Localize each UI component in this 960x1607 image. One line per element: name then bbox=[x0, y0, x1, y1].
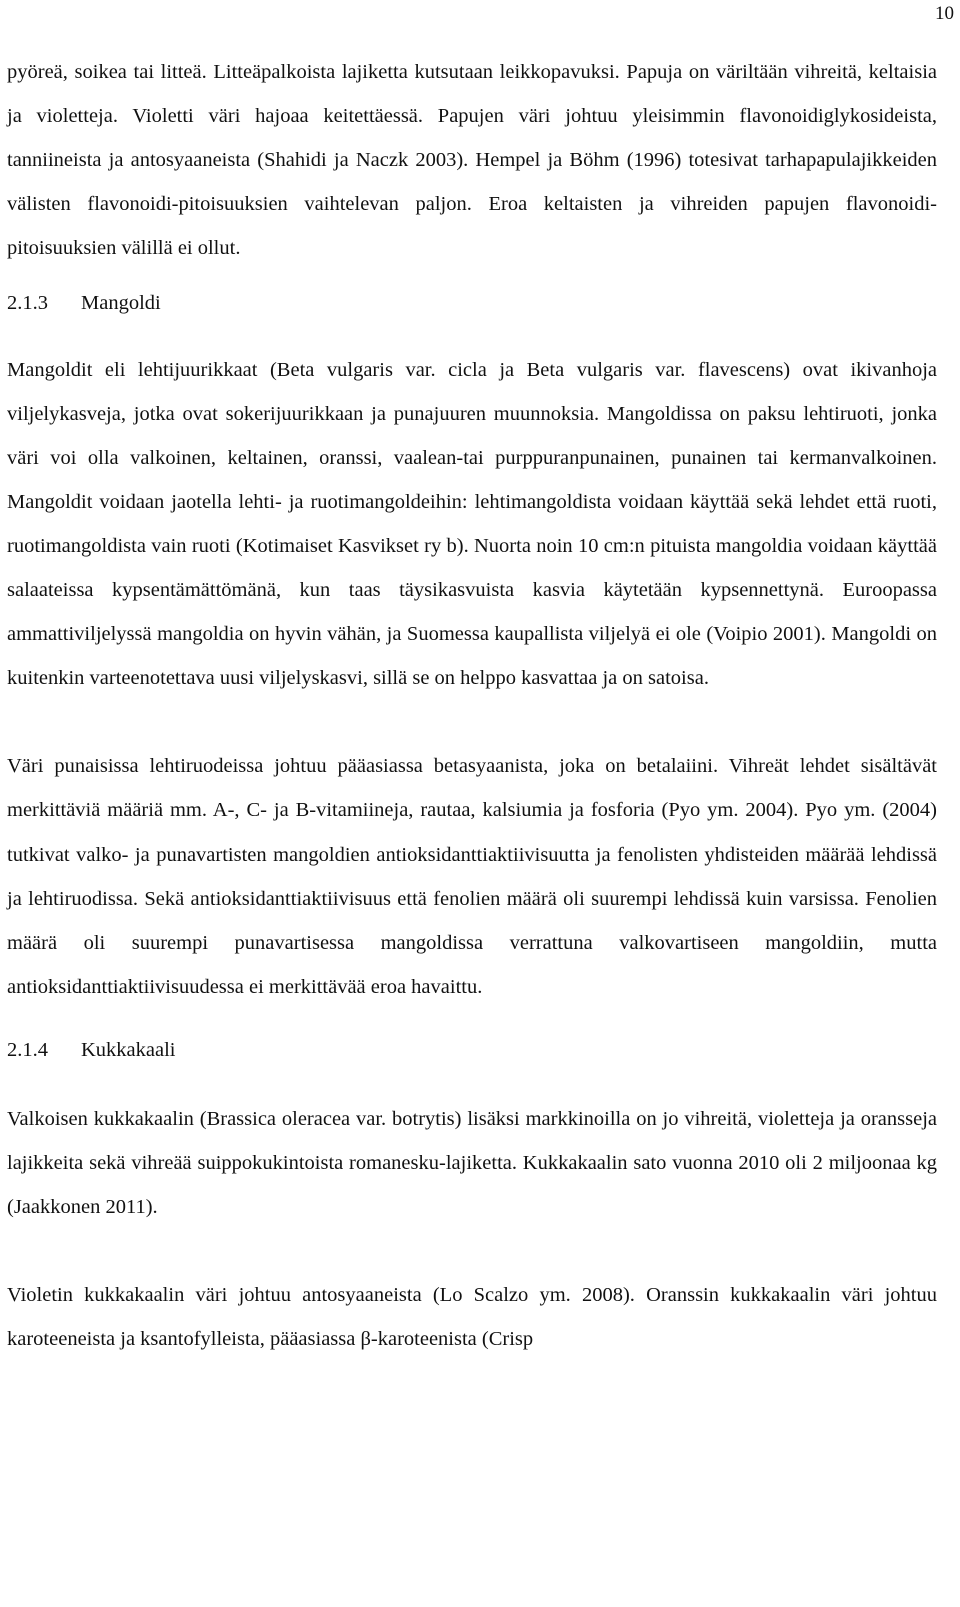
document-body bbox=[7, 50, 937, 1361]
paragraph-mangoldi-vari: Väri punaisissa lehtiruodeissa johtuu pääasiassa betasyaanista, joka on betalaiini. Vihreät lehdet sisältävät merkittäviä määriä mm. A-, C- ja B-vitamiineja, rautaa, kalsiumia ja fosforia (Pyo ym. 2004). Pyo ym. (2004) tutkivat valko- ja punavartisten mangoldien antioksidanttiaktiivisuutta ja fenolisten yhdisteiden määrää lehdissä ja lehtiruodissa. Sekä antioksidanttiaktiivisuus että fenolien määrä oli suurempi lehdissä kuin varsissa. Fenolien määrä oli suurempi punavartisessa mangoldissa verrattuna valkovartiseen mangoldiin, mutta antioksidanttiaktiivisuudessa ei merkittävää eroa havaittu. bbox=[7, 755, 937, 998]
section-number: 2.1.3 bbox=[7, 292, 48, 315]
section-title: Kukkakaali bbox=[81, 1038, 176, 1061]
section-number: 2.1.4 bbox=[7, 1038, 48, 1061]
paragraph-mangoldi-intro: Mangoldit eli lehtijuurikkaat (Beta vulgaris var. cicla ja Beta vulgaris var. flavescens) ovat ikivanhoja viljelykasveja, jotka ovat sokerijuurikkaan ja punajuuren muunnoksia. Mangoldissa on paksu lehtiruoti, jonka väri voi olla valkoinen, keltainen, oranssi, vaalean-tai purppuranpunainen, punainen tai kermanvalkoinen. Mangoldit voidaan jaotella lehti- ja ruotimangoldeihin: lehtimangoldista voidaan käyttää sekä lehdet että ruoti, ruotimangoldista vain ruoti (Kotimaiset Kasvikset ry b). Nuorta noin 10 cm:n pituista mangoldia voidaan käyttää salaateissa kypsentämättömänä, kun taas täysikasvuista kasvia käytetään kypsennettynä. Euroopassa ammattiviljelyssä mangoldia on hyvin vähän, ja Suomessa kaupallista viljelyä ei ole (Voipio 2001). Mangoldi on kuitenkin varteenotettava uusi viljelyskasvi, sillä se on helppo kasvattaa ja on satoisa. bbox=[7, 358, 937, 690]
paragraph-papujen-vari: pyöreä, soikea tai litteä. Litteäpalkoista lajiketta kutsutaan leikkopavuksi. Papuja on väriltään vihreitä, keltaisia ja violetteja. Violetti väri hajoaa keitettäessä. Papujen väri johtuu yleisimmin flavonoidiglykosideista, tanniineista ja antosyaaneista (Shahidi ja Naczk 2003). Hempel ja Böhm (1996) totesivat tarhapapulajikkeiden välisten flavonoidi-pitoisuuksien vaihtelevan paljon. Eroa keltaisten ja vihreiden papujen flavonoidi-pitoisuuksien välillä ei ollut. bbox=[7, 61, 937, 260]
paragraph-kukkakaali-vari: Violetin kukkakaalin väri johtuu antosyaaneista (Lo Scalzo ym. 2008). Oranssin kukkakaalin väri johtuu karoteeneista ja ksantofylleista, pääasiassa β-karoteenista (Crisp bbox=[7, 1284, 937, 1351]
paragraph-kukkakaali-intro: Valkoisen kukkakaalin (Brassica oleracea var. botrytis) lisäksi markkinoilla on jo vihreitä, violetteja ja oransseja lajikkeita sekä vihreää suippokukintoista romanesku-lajiketta. Kukkakaalin sato vuonna 2010 oli 2 miljoonaa kg (Jaakkonen 2011). bbox=[7, 1107, 937, 1219]
section-heading-kukkakaali bbox=[7, 1028, 937, 1072]
page-number: 10 bbox=[935, 3, 954, 24]
section-heading-mangoldi bbox=[7, 281, 937, 325]
section-title: Mangoldi bbox=[81, 292, 161, 315]
